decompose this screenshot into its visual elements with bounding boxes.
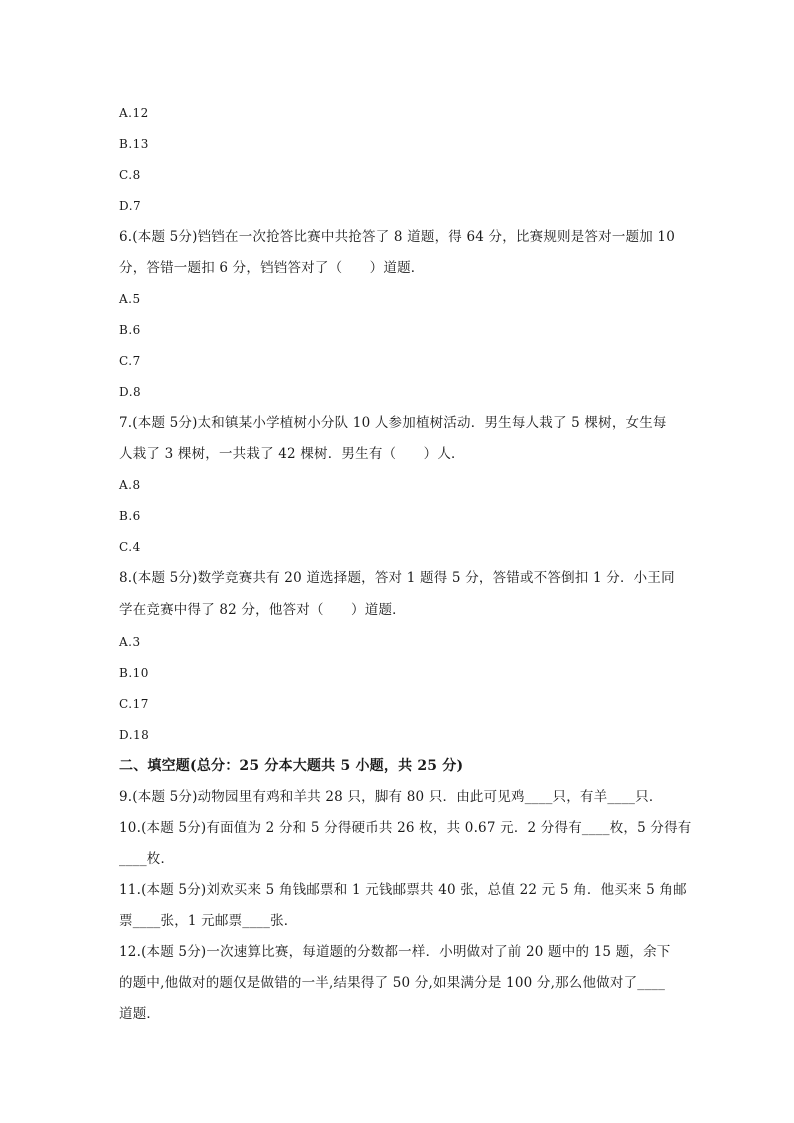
- q12-text-line3: 道题．: [119, 1006, 161, 1022]
- q7-text-line1: 7.(本题 5分)太和镇某小学植树小分队 10 人参加植树活动．男生每人栽了 5 棵树，女生每: [119, 415, 667, 431]
- q5-option-a: A.12: [119, 106, 149, 120]
- q5-option-c: C.8: [119, 168, 141, 182]
- q10-text-line2: ____枚．: [119, 851, 175, 867]
- q8-option-d: D.18: [119, 728, 150, 742]
- q5-option-b: B.13: [119, 137, 149, 151]
- q8-option-a: A.3: [119, 635, 141, 649]
- q7-option-b: B.6: [119, 509, 141, 523]
- q12-text-line2: 的题中,他做对的题仅是做错的一半,结果得了 50 分,如果满分是 100 分,那么他做对了____: [119, 975, 666, 991]
- q8-option-b: B.10: [119, 666, 149, 680]
- q6-option-b: B.6: [119, 323, 141, 337]
- q7-option-c: C.4: [119, 540, 141, 554]
- q8-text-line2: 学在竞赛中得了 82 分，他答对（ ）道题．: [119, 602, 406, 618]
- q8-text-line1: 8.(本题 5分)数学竞赛共有 20 道选择题，答对 1 题得 5 分，答错或不答倒扣 1 分．小王同: [119, 570, 675, 586]
- q6-option-a: A.5: [119, 292, 141, 306]
- q12-text-line1: 12.(本题 5分)一次速算比赛，每道题的分数都一样．小明做对了前 20 题中的 15 题，余下: [119, 944, 671, 960]
- q7-text-line2: 人栽了 3 棵树，一共栽了 42 棵树．男生有（ ）人．: [119, 446, 465, 462]
- q6-option-c: C.7: [119, 354, 141, 368]
- q6-text-line1: 6.(本题 5分)铛铛在一次抢答比赛中共抢答了 8 道题，得 64 分，比赛规则是答对一题加 10: [119, 229, 675, 245]
- q8-option-c: C.17: [119, 697, 149, 711]
- q6-option-d: D.8: [119, 385, 142, 399]
- q6-text-line2: 分，答错一题扣 6 分，铛铛答对了（ ）道题．: [119, 260, 425, 276]
- q9-text-line1: 9.(本题 5分)动物园里有鸡和羊共 28 只，脚有 80 只．由此可见鸡____只，有羊____只．: [119, 789, 663, 805]
- q5-option-d: D.7: [119, 199, 142, 213]
- q11-text-line1: 11.(本题 5分)刘欢买来 5 角钱邮票和 1 元钱邮票共 40 张，总值 22 元 5 角．他买来 5 角邮: [119, 882, 687, 898]
- q11-text-line2: 票____张，1 元邮票____张．: [119, 913, 298, 929]
- q10-text-line1: 10.(本题 5分)有面值为 2 分和 5 分得硬币共 26 枚，共 0.67 元．2 分得有____枚，5 分得有: [119, 820, 692, 836]
- section-heading-fill-in: 二、填空题(总分：25 分本大题共 5 小题，共 25 分): [119, 758, 464, 774]
- q7-option-a: A.8: [119, 478, 141, 492]
